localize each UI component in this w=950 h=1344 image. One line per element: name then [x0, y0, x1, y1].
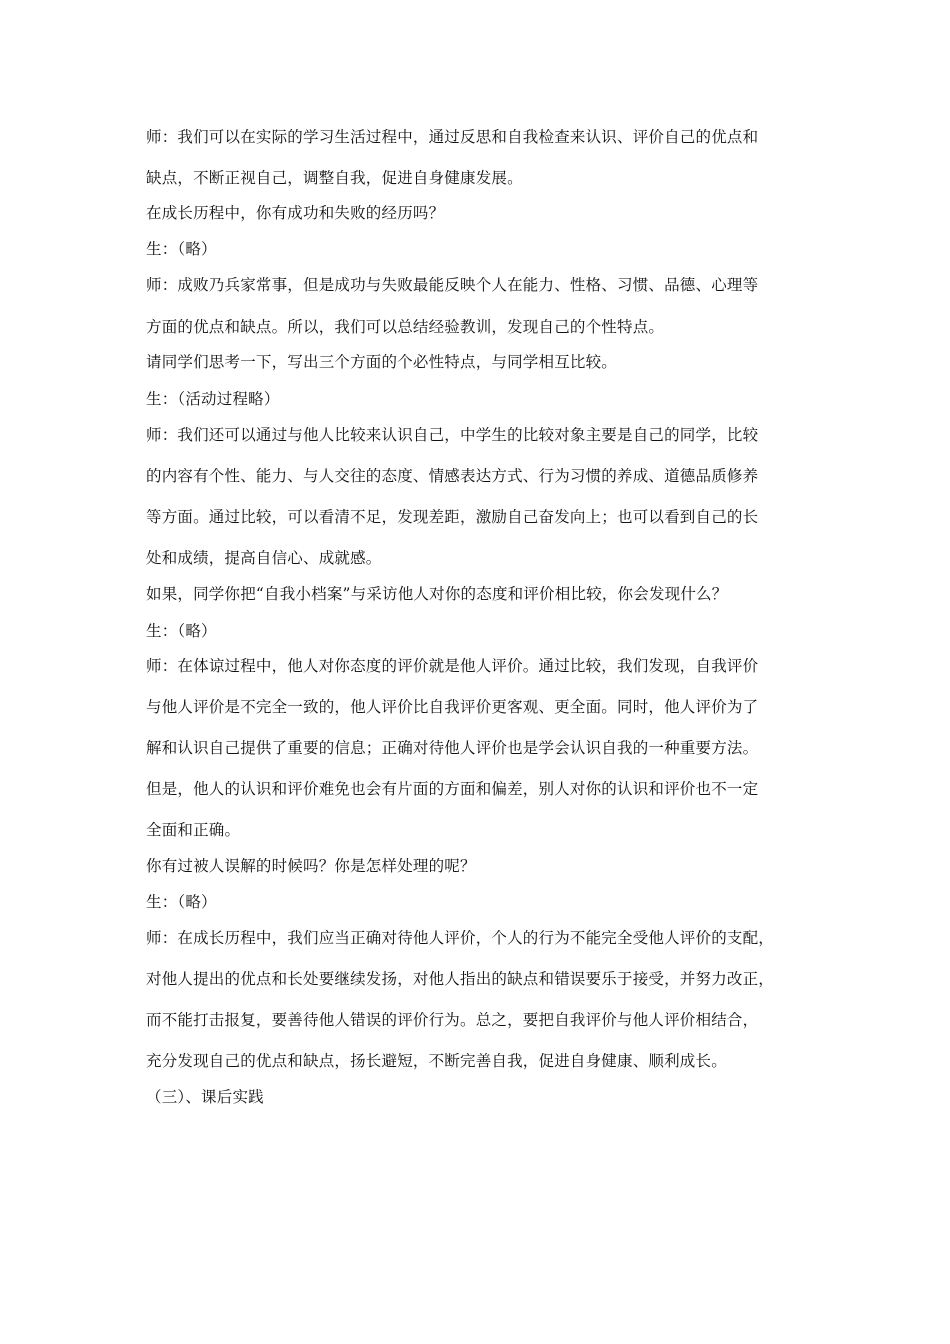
- text-line-14: 生：（略）: [146, 622, 217, 640]
- text-line-25: 充分发现自己的优点和缺点，扬长避短，不断完善自我，促进自身健康、顺利成长。: [146, 1052, 727, 1070]
- text-line-23: 对他人提出的优点和长处要继续发扬，对他人指出的缺点和错误要乐于接受，并努力改正，: [146, 970, 775, 988]
- text-line-7: 请同学们思考一下，写出三个方面的个必性特点，与同学相互比较。: [146, 353, 618, 371]
- text-line-9: 师：我们还可以通过与他人比较来认识自己，中学生的比较对象主要是自己的同学，比较: [146, 426, 759, 444]
- text-line-13: 如果，同学你把“自我小档案”与采访他人对你的态度和评价相比较，你会发现什么？: [146, 585, 728, 603]
- text-line-10: 的内容有个性、能力、与人交往的态度、情感表达方式、行为习惯的养成、道德品质修养: [146, 467, 759, 485]
- text-line-5: 师：成败乃兵家常事，但是成功与失败最能反映个人在能力、性格、习惯、品德、心理等: [146, 276, 759, 294]
- text-line-6: 方面的优点和缺点。所以，我们可以总结经验教训，发现自己的个性特点。: [146, 318, 665, 336]
- section-heading: （三）、课后实践: [146, 1088, 264, 1106]
- text-line-17: 解和认识自己提供了重要的信息；正确对待他人评价也是学会认识自我的一种重要方法。: [146, 739, 759, 757]
- text-line-4: 生：（略）: [146, 240, 217, 258]
- text-line-15: 师：在体谅过程中，他人对你态度的评价就是他人评价。通过比较，我们发现，自我评价: [146, 657, 759, 675]
- text-line-16: 与他人评价是不完全一致的，他人评价比自我评价更客观、更全面。同时，他人评价为了: [146, 698, 759, 716]
- text-line-1: 师：我们可以在实际的学习生活过程中，通过反思和自我检查来认识、评价自己的优点和: [146, 128, 759, 146]
- text-line-3: 在成长历程中，你有成功和失败的经历吗？: [146, 204, 445, 222]
- text-line-8: 生：（活动过程略）: [146, 390, 280, 408]
- text-line-21: 生：（略）: [146, 893, 217, 911]
- text-line-20: 你有过被人误解的时候吗？你是怎样处理的呢？: [146, 857, 476, 875]
- text-line-19: 全面和正确。: [146, 821, 241, 839]
- text-line-22: 师：在成长历程中，我们应当正确对待他人评价，个人的行为不能完全受他人评价的支配，: [146, 929, 775, 947]
- text-line-18: 但是，他人的认识和评价难免也会有片面的方面和偏差，别人对你的认识和评价也不一定: [146, 780, 759, 798]
- text-line-2: 缺点，不断正视自己，调整自我，促进自身健康发展。: [146, 169, 523, 187]
- text-line-12: 处和成绩，提高自信心、成就感。: [146, 549, 382, 567]
- text-line-11: 等方面。通过比较，可以看清不足，发现差距，激励自己奋发向上；也可以看到自己的长: [146, 508, 759, 526]
- text-line-24: 而不能打击报复，要善待他人错误的评价行为。总之，要把自我评价与他人评价相结合，: [146, 1011, 759, 1029]
